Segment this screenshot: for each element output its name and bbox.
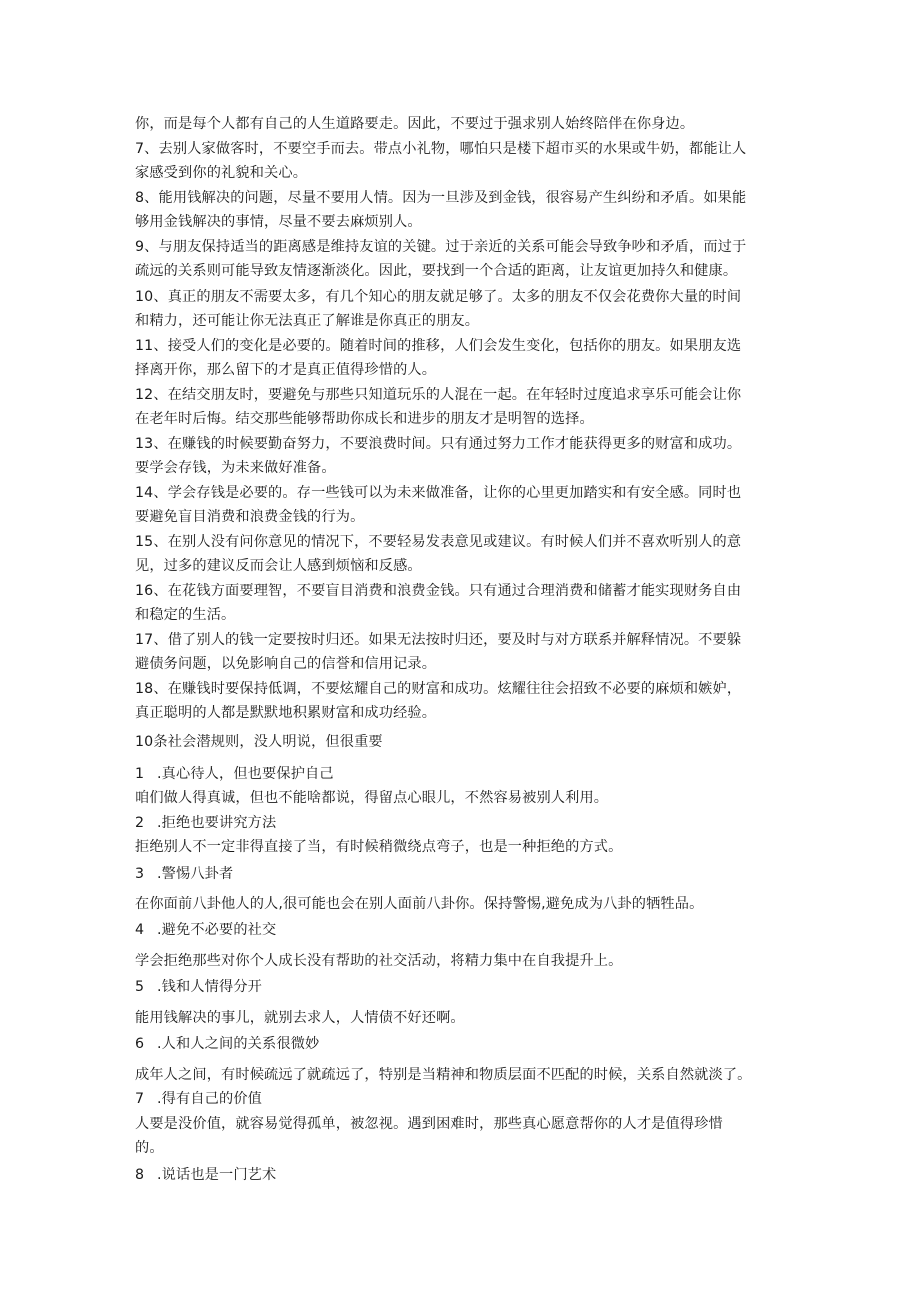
rule-heading (135, 764, 334, 784)
rule-body: 学会拒绝那些对你个人成长没有帮助的社交活动，将精力集中在自我提升上。 (135, 953, 623, 969)
rule-number: 2 (135, 815, 145, 831)
rule-heading (135, 977, 262, 997)
rule-body: 咱们做人得真诚，但也不能啥都说，得留点心眼儿，不然容易被别人利用。 (135, 790, 609, 806)
rule-body: 拒绝别人不一定非得直接了当，有时候稍微绕点弯子，也是一种拒绝的方式。 (135, 839, 623, 855)
rule-title: .避免不必要的社交 (157, 922, 277, 938)
paragraph-line: 疏远的关系则可能导致友情逐渐淡化。因此，要找到一个合适的距离，让友谊更加持久和健康。 (135, 263, 738, 279)
paragraph-line: 要学会存钱，为未来做好准备。 (135, 460, 336, 476)
section-title: 10条社会潜规则，没人明说，但很重要 (135, 734, 383, 750)
rule-number: 7 (135, 1091, 145, 1107)
rule-number: 4 (135, 922, 145, 938)
rule-title: .警惕八卦者 (157, 866, 234, 882)
paragraph-line: 14、学会存钱是必要的。存一些钱可以为未来做准备，让你的心里更加踏实和有安全感。同时也 (135, 485, 742, 501)
paragraph-line: 和稳定的生活。 (135, 607, 236, 623)
paragraph-line: 8、能用钱解决的问题，尽量不要用人情。因为一旦涉及到金钱，很容易产生纠纷和矛盾。如果能 (135, 190, 747, 206)
paragraph-line: 真正聪明的人都是默默地积累财富和成功经验。 (135, 705, 437, 721)
rule-number: 1 (135, 766, 145, 782)
rule-title: .拒绝也要讲究方法 (157, 815, 277, 831)
paragraph-line: 12、在结交朋友时，要避免与那些只知道玩乐的人混在一起。在年轻时过度追求享乐可能会让你 (135, 387, 742, 403)
rule-body: 人要是没价值，就容易觉得孤单，被忽视。遇到困难时，那些真心愿意帮你的人才是值得珍惜 (135, 1116, 723, 1132)
paragraph-line: 和精力，还可能让你无法真正了解谁是你真正的朋友。 (135, 313, 480, 329)
paragraph-line: 避债务问题，以免影响自己的信誉和信用记录。 (135, 656, 437, 672)
paragraph-line: 你，而是每个人都有自己的人生道路要走。因此，不要过于强求别人始终陪伴在你身边。 (135, 116, 695, 132)
rule-body: 的。 (135, 1140, 164, 1156)
paragraph-line: 16、在花钱方面要理智，不要盲目消费和浪费金钱。只有通过合理消费和储蓄才能实现财务自由 (135, 583, 742, 599)
paragraph-line: 在老年时后悔。结交那些能够帮助你成长和进步的朋友才是明智的选择。 (135, 411, 594, 427)
rule-body: 能用钱解决的事儿，就别去求人，人情债不好还啊。 (135, 1010, 465, 1026)
paragraph-line: 17、借了别人的钱一定要按时归还。如果无法按时归还，要及时与对方联系并解释情况。不要躲 (135, 632, 742, 648)
paragraph-line: 11、接受人们的变化是必要的。随着时间的推移，人们会发生变化，包括你的朋友。如果朋友选 (135, 338, 742, 354)
rule-title: .得有自己的价值 (157, 1091, 263, 1107)
paragraph-line: 7、去别人家做客时，不要空手而去。带点小礼物，哪怕只是楼下超市买的水果或牛奶，都能让人 (135, 141, 747, 157)
rule-heading (135, 1089, 262, 1109)
rule-heading (135, 1165, 276, 1185)
rule-title: .说话也是一门艺术 (157, 1167, 277, 1183)
rule-heading (135, 813, 276, 833)
paragraph-line: 18、在赚钱时要保持低调，不要炫耀自己的财富和成功。炫耀往往会招致不必要的麻烦和嫉妒， (135, 681, 742, 697)
rule-heading (135, 1034, 319, 1054)
paragraph-line: 13、在赚钱的时候要勤奋努力，不要浪费时间。只有通过努力工作才能获得更多的财富和成功。 (135, 436, 742, 452)
rule-body: 在你面前八卦他人的人,很可能也会在别人面前八卦你。保持警惕,避免成为八卦的牺牲品。 (135, 896, 704, 912)
paragraph-line: 家感受到你的礼貌和关心。 (135, 165, 308, 181)
rule-number: 5 (135, 979, 145, 995)
rule-number: 8 (135, 1167, 145, 1183)
paragraph-line: 见，过多的建议反而会让人感到烦恼和反感。 (135, 558, 422, 574)
rule-title: .真心待人，但也要保护自己 (157, 766, 334, 782)
rule-title: .钱和人情得分开 (157, 979, 263, 995)
rule-heading (135, 920, 276, 940)
rule-body: 成年人之间，有时候疏远了就疏远了，特别是当精神和物质层面不匹配的时候，关系自然就淡了。 (135, 1067, 752, 1083)
paragraph-line: 9、与朋友保持适当的距离感是维持友谊的关键。过于亲近的关系可能会导致争吵和矛盾，而过于 (135, 239, 747, 255)
rule-number: 3 (135, 866, 145, 882)
paragraph-line: 够用金钱解决的事情，尽量不要去麻烦别人。 (135, 214, 422, 230)
rule-heading (135, 864, 233, 884)
paragraph-line: 15、在别人没有问你意见的情况下，不要轻易发表意见或建议。有时候人们并不喜欢听别人的意 (135, 534, 742, 550)
rule-title: .人和人之间的关系很微妙 (157, 1036, 320, 1052)
rule-number: 6 (135, 1036, 145, 1052)
paragraph-line: 要避免盲目消费和浪费金钱的行为。 (135, 509, 365, 525)
paragraph-line: 10、真正的朋友不需要太多，有几个知心的朋友就足够了。太多的朋友不仅会花费你大量的时间 (135, 289, 742, 305)
paragraph-line: 择离开你，那么留下的才是真正值得珍惜的人。 (135, 362, 437, 378)
